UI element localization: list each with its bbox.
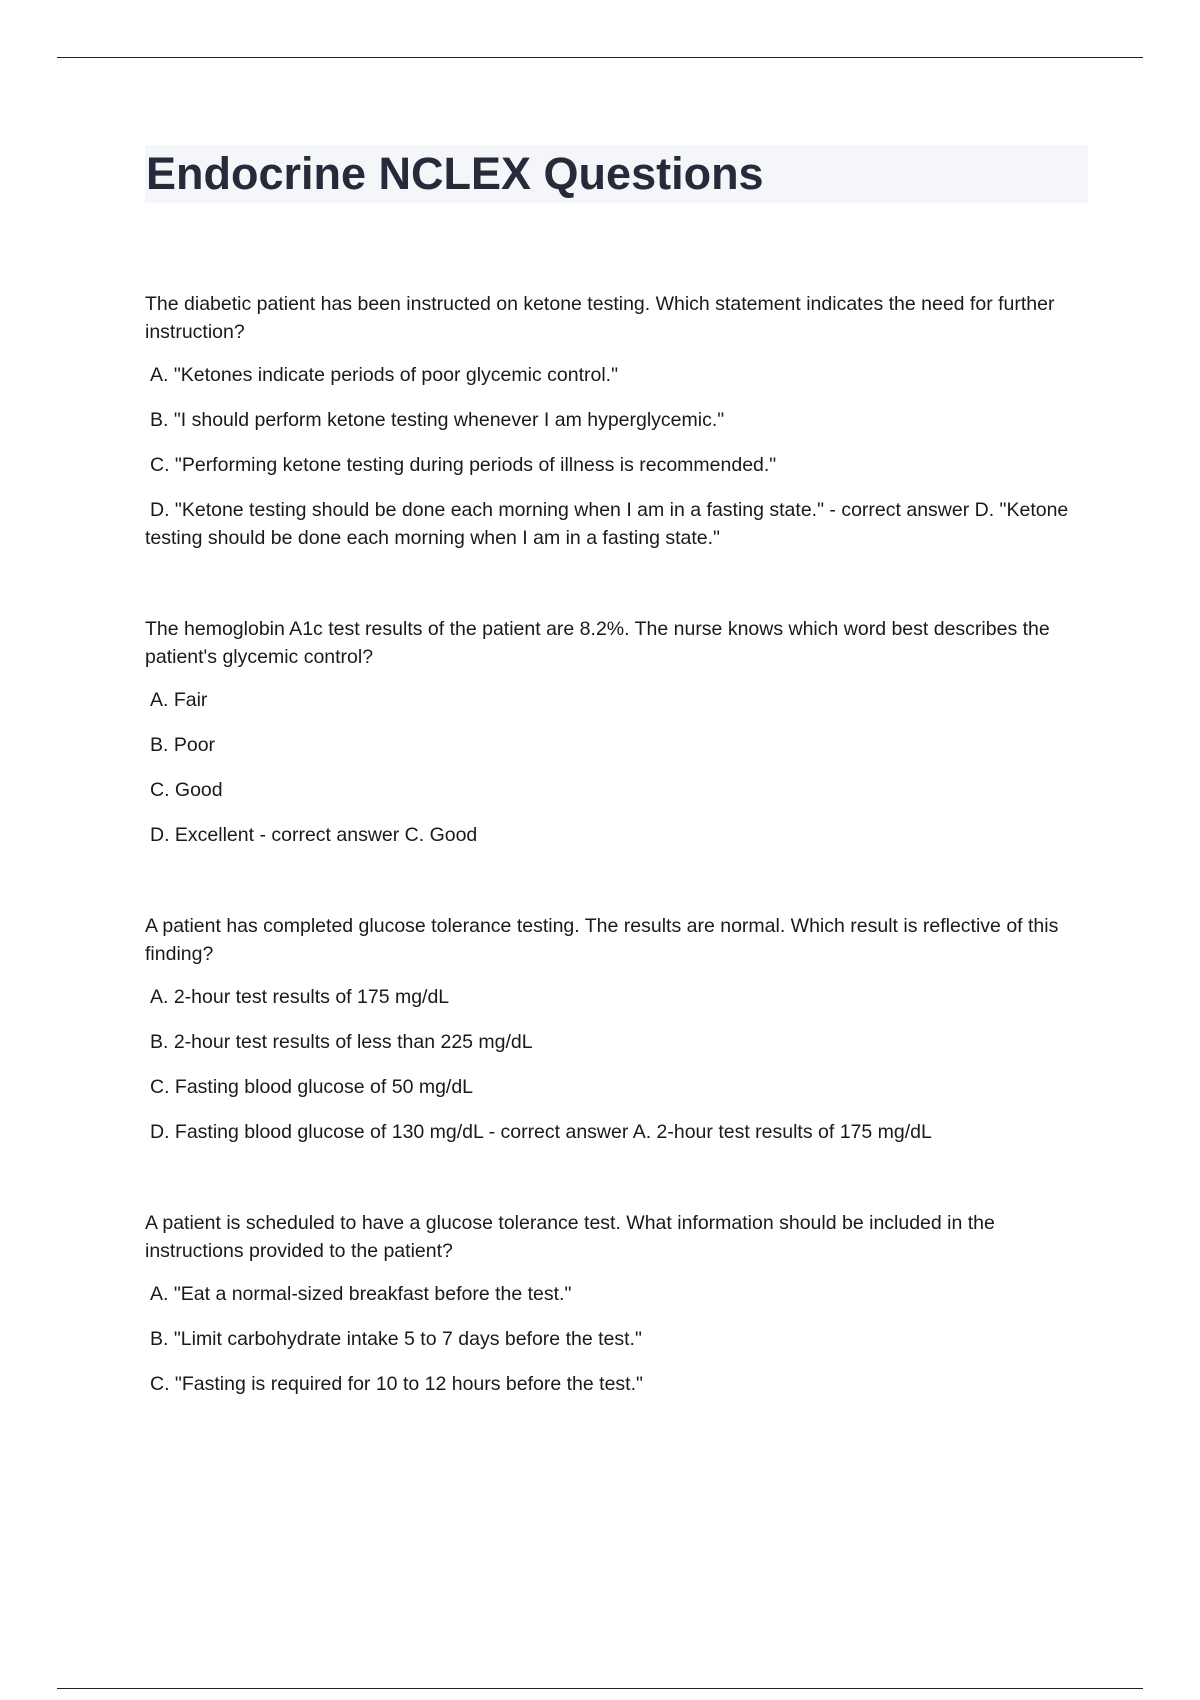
answer-option-b: B. 2-hour test results of less than 225 mg/dL <box>150 1031 533 1053</box>
question-stem: A patient has completed glucose tolerance testing. The results are normal. Which result is reflective of this finding? <box>145 915 1059 965</box>
question-stem: A patient is scheduled to have a glucose tolerance test. What information should be included in the instructions provided to the patient? <box>145 1212 995 1262</box>
answer-option-d-with-key <box>145 496 1090 552</box>
bottom-rule <box>57 1688 1143 1689</box>
answer-option-c: C. "Fasting is required for 10 to 12 hours before the test." <box>150 1373 643 1395</box>
question-stem: The diabetic patient has been instructed on ketone testing. Which statement indicates the need for further instruction? <box>145 293 1055 343</box>
question-4 <box>145 1209 1090 1398</box>
answer-option-d-with-key: D. Excellent - correct answer C. Good <box>150 824 478 846</box>
answer-option-b: B. "Limit carbohydrate intake 5 to 7 days before the test." <box>150 1328 642 1350</box>
question-stem: The hemoglobin A1c test results of the patient are 8.2%. The nurse knows which word best describes the patient's glycemic control? <box>145 618 1050 668</box>
answer-key-text: D. "Ketone testing should be done each morning when I am in a fasting state." - correct answer D. "Ketone testing should be done each morning when I am in a fasting state." <box>145 499 1069 549</box>
answer-option-b: B. Poor <box>150 734 216 756</box>
answer-option-a: A. "Eat a normal-sized breakfast before the test." <box>150 1283 572 1305</box>
answer-option-b: B. "I should perform ketone testing whenever I am hyperglycemic." <box>150 409 725 431</box>
answer-option-d-with-key: D. Fasting blood glucose of 130 mg/dL - correct answer A. 2-hour test results of 175 mg/dL <box>150 1121 932 1143</box>
top-rule <box>57 57 1143 58</box>
answer-option-c: C. "Performing ketone testing during periods of illness is recommended." <box>150 454 777 476</box>
question-list <box>145 290 1090 1461</box>
question-1 <box>145 290 1090 552</box>
answer-option-c: C. Fasting blood glucose of 50 mg/dL <box>150 1076 474 1098</box>
answer-option-a: A. "Ketones indicate periods of poor glycemic control." <box>150 364 618 386</box>
question-3 <box>145 912 1090 1146</box>
page-title: Endocrine NCLEX Questions <box>146 148 764 199</box>
answer-option-a: A. Fair <box>150 689 208 711</box>
answer-option-a: A. 2-hour test results of 175 mg/dL <box>150 986 450 1008</box>
answer-option-c: C. Good <box>150 779 223 801</box>
question-2 <box>145 615 1090 849</box>
